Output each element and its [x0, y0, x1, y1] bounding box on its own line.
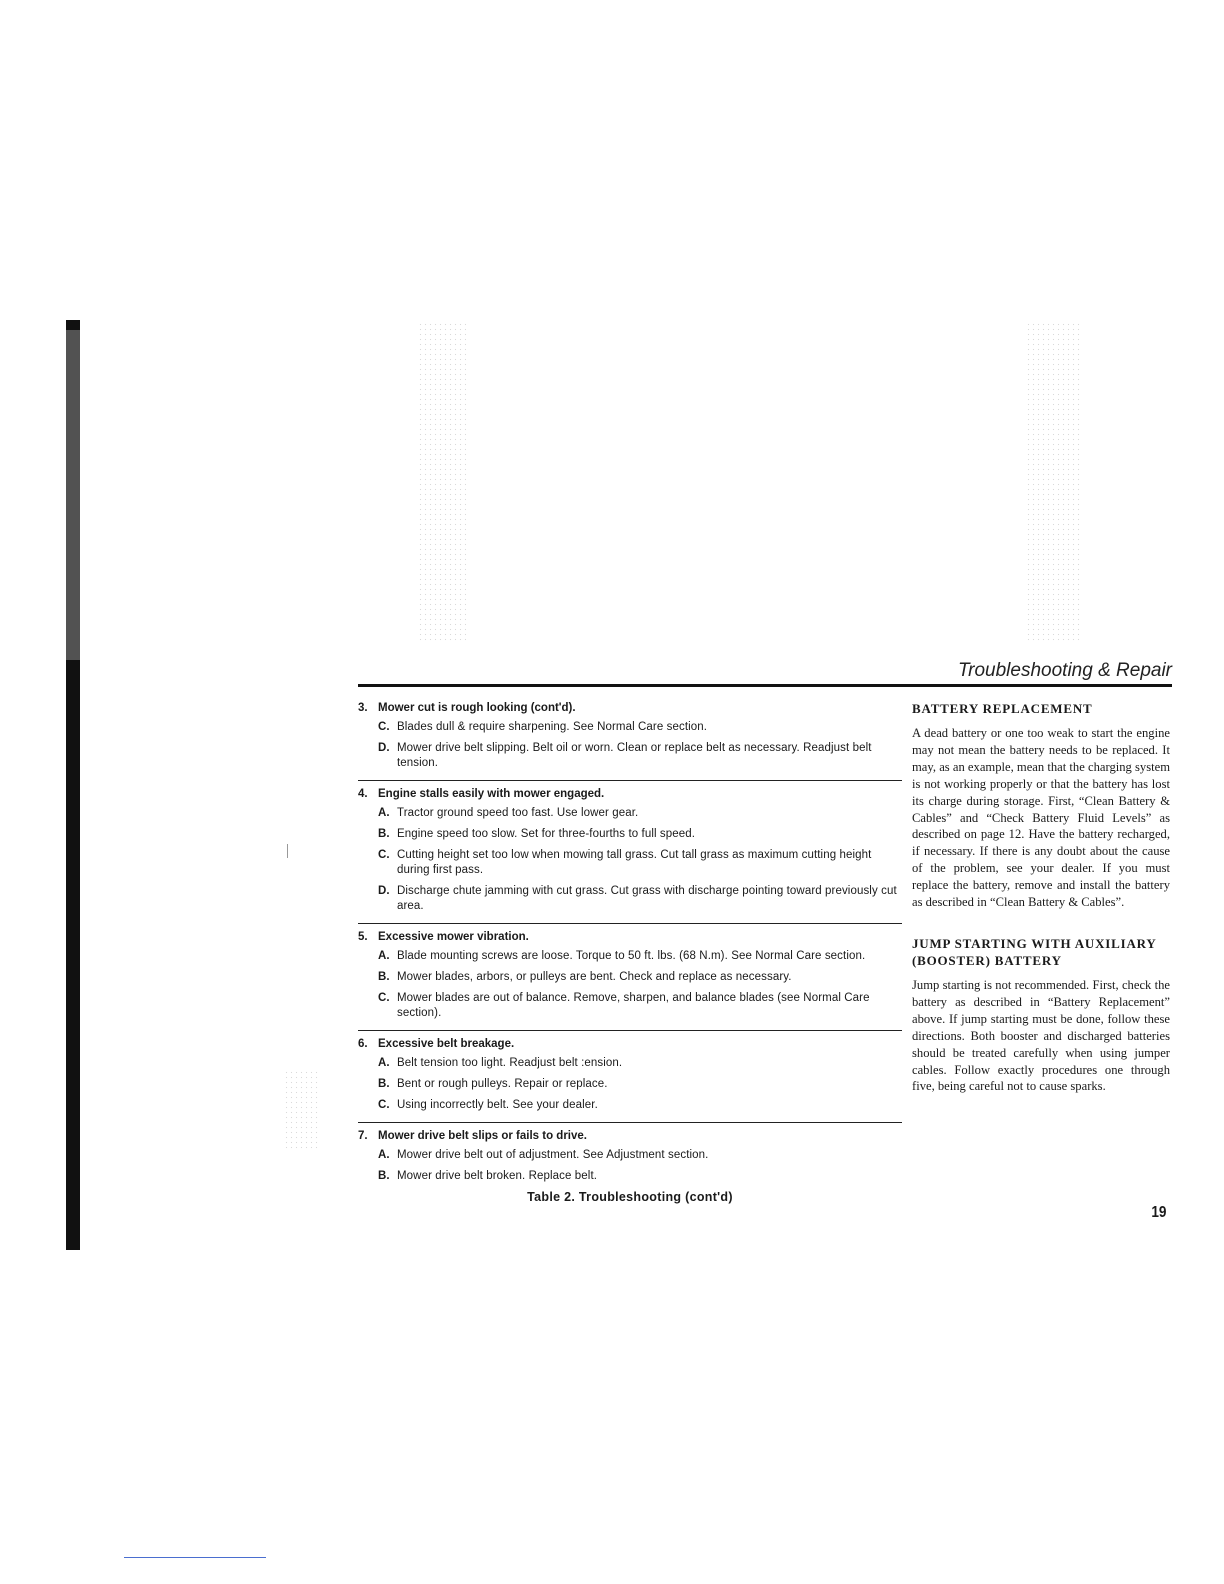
section-title: Excessive belt breakage. [378, 1038, 515, 1050]
item-text: Discharge chute jamming with cut grass. Cut grass with discharge pointing toward previously cut area. [397, 885, 897, 912]
right-column [912, 700, 1170, 1095]
item-letter: D. [378, 885, 390, 897]
item-letter: B. [378, 1170, 390, 1182]
troubleshooting-section [358, 1036, 902, 1123]
battery-replacement-body: A dead battery or one too weak to start the engine may not mean the battery needs to be replaced. It may, as an example, mean that the charging system is not working properly or that the battery has lost its charge during storage. First, “Clean Battery & Cables” and “Check Battery Fluid Levels” as described on page 12. Have the battery recharged, if necessary. If there is any doubt about the cause of the problem, see your dealer. If you must replace the battery, remove and install the battery as described in “Clean Battery & Cables”. [912, 726, 1170, 910]
item-text: Blades dull & require sharpening. See Normal Care section. [397, 721, 708, 733]
section-title: Mower cut is rough looking (cont'd). [378, 702, 576, 714]
troubleshooting-section [358, 1128, 902, 1193]
section-number: 6. [358, 1038, 368, 1050]
item-letter: A. [378, 807, 390, 819]
jump-starting-body: Jump starting is not recommended. First, check the battery as described in “Battery Replacement” above. If jump starting must be done, follow these directions. Both booster and discharged batteries should be treated carefully when using jumper cables. Follow exactly procedures one through five, being careful not to cause sparks. [912, 977, 1170, 1094]
scan-tick [287, 844, 288, 858]
section-heading [358, 700, 902, 716]
section-title: Excessive mower vibration. [378, 931, 529, 943]
section-number: 5. [358, 931, 368, 943]
scan-noise-margin [284, 1070, 318, 1150]
section-heading [358, 1128, 902, 1144]
item-letter: A. [378, 1057, 390, 1069]
section-heading [358, 786, 902, 802]
footer-rule [124, 1557, 266, 1558]
troubleshooting-section [358, 929, 902, 1031]
item-text: Mower blades, arbors, or pulleys are bent. Check and replace as necessary. [397, 971, 792, 983]
item-text: Bent or rough pulleys. Repair or replace. [397, 1078, 608, 1090]
item-text: Mower drive belt slipping. Belt oil or worn. Clean or replace belt as necessary. Readjust belt tension. [397, 742, 872, 769]
item-text: Engine speed too slow. Set for three-fourths to full speed. [397, 828, 696, 840]
jump-starting-heading: JUMP STARTING WITH AUXILIARY (BOOSTER) BATTERY [912, 935, 1157, 968]
list-item [358, 1098, 902, 1113]
list-item [358, 970, 902, 985]
list-item [358, 884, 902, 914]
scan-noise-right [1026, 322, 1082, 642]
list-item [358, 720, 902, 735]
troubleshooting-section [358, 786, 902, 924]
section-title: Mower drive belt slips or fails to drive. [378, 1130, 587, 1142]
item-text: Mower drive belt out of adjustment. See Adjustment section. [397, 1149, 709, 1161]
battery-replacement-heading: BATTERY REPLACEMENT [912, 701, 1093, 716]
header-rule [358, 684, 1172, 687]
scan-edge-bar [66, 320, 80, 1250]
list-item [358, 949, 902, 964]
list-item [358, 848, 902, 878]
section-heading [358, 1036, 902, 1052]
section-number: 3. [358, 702, 368, 714]
item-letter: A. [378, 950, 390, 962]
item-text: Blade mounting screws are loose. Torque to 50 ft. lbs. (68 N.m). See Normal Care section. [397, 950, 866, 962]
scan-noise-left [418, 322, 466, 642]
item-letter: C. [378, 992, 390, 1004]
list-item [358, 827, 902, 842]
item-text: Mower drive belt broken. Replace belt. [397, 1170, 598, 1182]
list-item [358, 1077, 902, 1092]
list-item [358, 806, 902, 821]
item-text: Cutting height set too low when mowing tall grass. Cut tall grass as maximum cutting height during first pass. [397, 849, 872, 876]
item-letter: B. [378, 1078, 390, 1090]
list-item [358, 1056, 902, 1071]
item-text: Belt tension too light. Readjust belt :ension. [397, 1057, 623, 1069]
section-number: 7. [358, 1130, 368, 1142]
item-letter: C. [378, 849, 390, 861]
list-item [358, 991, 902, 1021]
item-letter: A. [378, 1149, 390, 1161]
page-header-title: Troubleshooting & Repair [957, 660, 1172, 681]
item-text: Mower blades are out of balance. Remove, sharpen, and balance blades (see Normal Care section). [397, 992, 870, 1019]
item-letter: C. [378, 721, 390, 733]
table-caption: Table 2. Troubleshooting (cont'd) [527, 1190, 733, 1204]
section-number: 4. [358, 788, 368, 800]
item-text: Tractor ground speed too fast. Use lower gear. [397, 807, 639, 819]
troubleshooting-table [358, 700, 902, 1198]
list-item [358, 1169, 902, 1184]
section-heading [358, 929, 902, 945]
list-item [358, 1148, 902, 1163]
item-letter: B. [378, 971, 390, 983]
list-item [358, 741, 902, 771]
item-text: Using incorrectly belt. See your dealer. [397, 1099, 598, 1111]
page-number: 19 [1151, 1204, 1167, 1221]
troubleshooting-section [358, 700, 902, 781]
item-letter: B. [378, 828, 390, 840]
item-letter: C. [378, 1099, 390, 1111]
section-title: Engine stalls easily with mower engaged. [378, 788, 605, 800]
item-letter: D. [378, 742, 390, 754]
